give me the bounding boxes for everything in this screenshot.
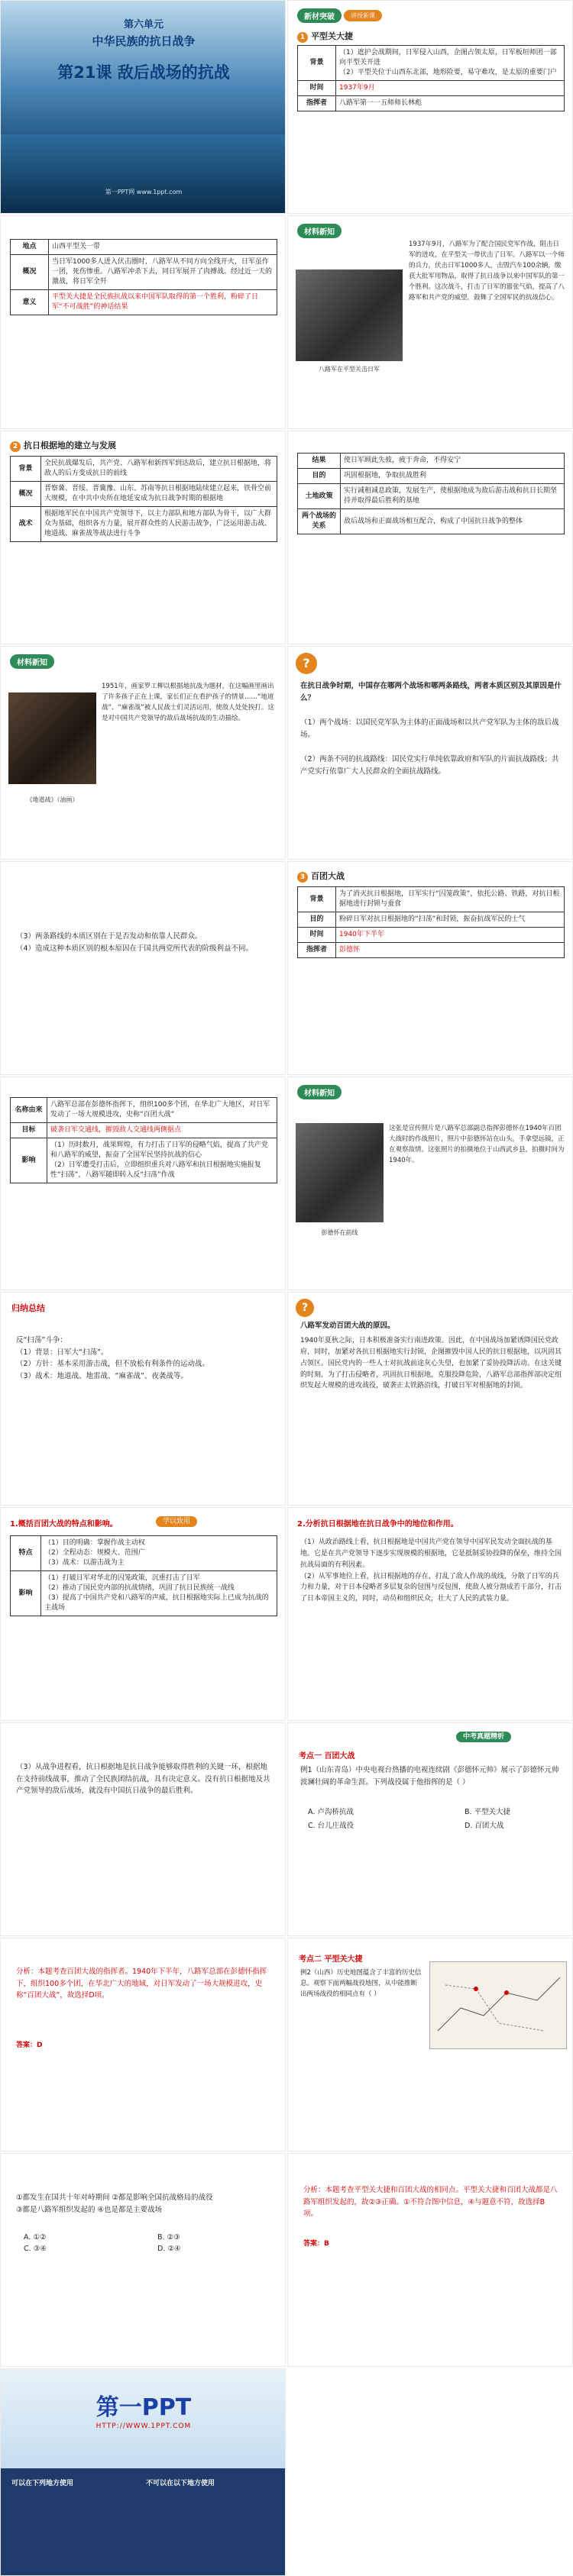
row-head: 概况: [11, 482, 41, 507]
row-value: 为了消灭抗日根据地，日军实行“囚笼政策”，依托公路、铁路，对抗日根据地进行封锁与蚕食: [336, 887, 565, 912]
row-head: 目的: [298, 912, 336, 928]
badge-label: 材料新知: [297, 1085, 342, 1099]
row-head: 名称由来: [11, 1098, 47, 1123]
material-text: 1951年，画家罗工柳以根据地抗战为题材，在这幅画里画出了许多孩子正在上课，家长们正在看护孩子的情景……“地道战”、“麻雀战”被人民战士们灵活运用，使敌人处处挨打。这是对中国共产党领导的敌后战场抗战的生动描绘。: [102, 683, 274, 723]
summary-title: 归纳总结: [11, 1303, 45, 1313]
row-head: 时间: [298, 81, 336, 96]
row-value: 平型关大捷是全民族抗战以来中国军队取得的第一个胜利，粉碎了日军“不可战胜”的神话结果: [49, 290, 277, 315]
unit-label: 第六单元: [123, 19, 163, 31]
not-allowed-title: 不可以在以下地方使用: [146, 2480, 215, 2487]
cover-slide: [0, 0, 286, 214]
battle-photo: [296, 270, 403, 361]
row-value: 根据地军民在中国共产党领导下，以主力部队和地方部队为骨干，以广大群众为基础，组织各方力量，展开群众性的人民游击战争，广泛运用游击战、地道战、麻雀战等战法进行斗争: [41, 507, 277, 542]
photo-caption: 《地道战》（油画）: [26, 796, 79, 803]
statement-line: ①都发生在国共十年对峙期间 ②都是影响全国抗战格局的战役: [16, 2193, 213, 2202]
row-head: 影响: [11, 1138, 47, 1183]
row-value: （1）打破日军对华北的囚笼政策，沉重打击了日军 （2）推动了国民党内部的抗战情绪，巩固了抗日民族统一战线 （3）提高了中国共产党和八路军的声威，抗日根据地实际上已成为抗战的主战场: [41, 1571, 277, 1616]
row-value: 使日军顾此失彼，疲于奔命，不得安宁: [341, 454, 565, 469]
row-head: 背景: [298, 887, 336, 912]
info-table: [10, 456, 277, 542]
slide-base-areas: [0, 431, 286, 644]
material-text: 1937年9月，八路军为了配合国民党军作战，阻击日军的进攻，在平型关一带伏击了日军。八路军以一个师的兵力，伏击日军1000多人，击毁汽车100余辆，缴获大批军用物品，取得了抗日战争以来中国军队的第一个胜利。这次战斗，打击了日军的嚣张气焰，提高了八路军和共产党的威望，鼓舞了全国军民的抗战信心。: [409, 240, 565, 302]
item-title-text: 抗日根据地的建立与发展: [24, 441, 116, 450]
option-a[interactable]: A. 卢沟桥抗战: [308, 1808, 354, 1816]
row-value: 山西平型关一带: [49, 240, 277, 255]
summary-line: 反“扫荡”斗争：: [16, 1336, 67, 1344]
option-d[interactable]: D. ②④: [157, 2245, 181, 2253]
answer-text: 1940年夏秋之际，日本积极准备实行南进政策。因此，在中国战场加紧诱降国民党政府，同时，加紧对各抗日根据地实行封锁，企图摧毁中国人民的抗日根据地，以巩固其占领区。国民党内的一些人士对抗战前途灰心失望，也加紧了妥协投降活动。在这关键的时刻，为了打击侵略者，巩固抗日根据地，克服投降危险，八路军总部指挥部决定组织发起大规模的进攻战役，破袭正太铁路沿线，打破日军对根据地的封锁。: [300, 1337, 562, 1390]
badge-label: 中考真题精析: [456, 1732, 511, 1742]
row-head: 意义: [11, 290, 49, 315]
answer-label: 答案：B: [303, 2240, 329, 2248]
slide-exam-1: [287, 1722, 573, 1936]
slide-hundred-regiments-2: [0, 1077, 286, 1290]
row-value: 1937年9月: [336, 81, 565, 96]
options: [300, 1803, 564, 1830]
allowed-title: 可以在下列地方使用: [11, 2480, 74, 2487]
row-head: 背景: [298, 46, 336, 81]
answer-label: 答案：D: [16, 2042, 43, 2049]
map-point: [474, 1987, 478, 1991]
slide-pingxingguan-background: [287, 0, 573, 214]
row-value: [336, 46, 565, 81]
info-table: [10, 1535, 277, 1616]
oil-painting: [8, 692, 96, 784]
option-c[interactable]: C. ③④: [24, 2245, 47, 2253]
item-title: 3 百团大战: [297, 870, 345, 883]
map-drawing: [430, 1962, 568, 2050]
practice-heading: 1.概括百团大战的特点和影响。: [10, 1520, 118, 1528]
slide-material-2: [0, 646, 286, 860]
option-b[interactable]: B. ②③: [157, 2233, 180, 2242]
option-b[interactable]: B. 平型关大捷: [465, 1808, 511, 1816]
row-head: 指挥者: [298, 96, 336, 111]
row-head: 概况: [11, 255, 49, 290]
row-value: 粉碎日军对抗日根据地的“扫荡”和封锁，振奋抗战军民的士气: [336, 912, 565, 928]
slide-base-areas-2: [287, 431, 573, 644]
item-title-text: 百团大战: [311, 871, 345, 881]
slide-pingxingguan-details: [0, 215, 286, 429]
slide-question-causes: [287, 1292, 573, 1506]
photo-caption: 彭德怀在前线: [321, 1229, 358, 1236]
slide-brand: [0, 2368, 286, 2576]
statement-list: [16, 2192, 272, 2216]
question-icon: ?: [296, 1299, 314, 1317]
unit-title: 中华民族的抗日战争: [92, 34, 196, 48]
item-title: 2 抗日根据地的建立与发展: [10, 439, 116, 452]
row-head: 目的: [298, 469, 341, 484]
info-table: [10, 239, 277, 315]
photo-caption: 八路军在平型关击日军: [319, 366, 380, 373]
summary-line: （3）战术：地道战、地雷战、“麻雀战”、夜袭战等。: [16, 1372, 188, 1381]
slide-material-1: [287, 215, 573, 429]
row-head: 影响: [11, 1571, 41, 1616]
row-value: （1）目的明确：掌握作战主动权 （2）全程动态：规模大、范围广 （3）战术：以游击战为主: [41, 1536, 277, 1571]
row-value: 彭德怀: [336, 943, 565, 958]
badge-label: 材料新知: [10, 654, 54, 669]
row-head: 战术: [11, 507, 41, 542]
badge-sub: 讲授新课: [344, 10, 382, 21]
answer-1: （1）两个战场：以国民党军队为主体的正面战场和以共产党军队为主体的敌后战场。: [300, 718, 559, 739]
row-value: 巩固根据地，争取抗战胜利: [341, 469, 565, 484]
row-value: 1940年下半年: [336, 928, 565, 943]
answer-text: （3）从战争进程看，抗日根据地是抗日战争能够取得胜利的关键一环，根据地在支持前线战事，推动了全民族团结抗战，具有决定意义。没有抗日根据地及共产党领导的敌后战场，就没有中国抗日战争的最后胜利。: [16, 1763, 270, 1796]
question-text: 在抗日战争时期，中国存在哪两个战场和哪两条路线，两者本质区别及其原因是什么？: [300, 682, 562, 702]
row-head: 背景: [11, 457, 41, 482]
item-title-text: 平型关大捷: [311, 31, 353, 41]
section-badge: [10, 654, 54, 669]
kp-title: 考点二 平型关大捷: [299, 1955, 363, 1964]
summary-line: （2）方针：基本采用游击战，但不放松有利条件的运动战。: [16, 1360, 210, 1369]
item-title: 1 平型关大捷: [297, 30, 353, 43]
statement-line: ③都是八路军组织发起的 ④也是都是主要战场: [16, 2205, 163, 2214]
peng-dehuai-photo: [296, 1123, 384, 1222]
option-d[interactable]: D. 百团大战: [465, 1822, 504, 1830]
map-image: [429, 1961, 567, 2049]
row-head: 目标: [11, 1123, 47, 1138]
brand-logo: 第一PPT: [96, 2394, 192, 2421]
slide-practice-1: [0, 1507, 286, 1721]
kp-title: 考点一 百团大战: [299, 1752, 355, 1761]
slide-answer-cont: [0, 861, 286, 1075]
brand-url[interactable]: HTTP://WWW.1PPT.COM: [96, 2423, 192, 2430]
example-text: 例2（山西）历史地图蕴含了丰富的历史信息。观察下面两幅战役地图，从中能推断出两场战役的相同点有（ ）: [300, 1969, 422, 1999]
row-value: 当日军1000多人进入伏击圈时，八路军从不同方向全线开火，日军虽作一团，死伤惨重。八路军冲杀下去，同日军展开了肉搏战。经过近一天的激战，将日军全歼: [49, 255, 277, 290]
row-value: 实行减租减息政策，发展生产，使根据地成为敌后游击战和抗日长期坚持并取得最后胜利的基地: [341, 484, 565, 509]
slide-summary: [0, 1292, 286, 1506]
slide-exam-options: [0, 2153, 286, 2367]
option-c[interactable]: C. 台儿庄战役: [308, 1822, 354, 1830]
watermark: 第一PPT网 www.1ppt.com: [105, 189, 183, 195]
map-boundary: [438, 1977, 560, 2031]
slide-analysis-1: [0, 1938, 286, 2152]
info-table: [297, 453, 565, 534]
info-table: [297, 45, 565, 111]
row-value: 破袭日军交通线，摧毁敌人交通线两侧据点: [47, 1123, 277, 1138]
material-text: 这张是宣传照片是八路军总部副总指挥彭德怀在1940年百团大战时的作战照片，照片中彭德怀站在山头，手拿望远镜，正在观察敌情。这张照片的拍摄地位于山西武乡县，拍摄时间为1940年。: [389, 1125, 565, 1165]
badge-label: 材料新知: [297, 224, 342, 238]
analysis-text: 分析：本题考查百团大战的指挥者。1940年下半年，八路军总部在彭德怀指挥下，组织100多个团，在华北广大的地域，对日军发动了一场大规模进攻，史称“百团大战”，故选择D项。: [16, 1968, 267, 2000]
info-table: [297, 886, 565, 958]
info-table: [10, 1097, 277, 1183]
row-value: 全民抗战爆发后，共产党、八路军和新四军到达敌后，建立抗日根据地，将敌人的后方变成抗日的前线: [41, 457, 277, 482]
row-head: 两个战场的关系: [298, 509, 341, 534]
example-text: 例1（山东青岛）中央电视台热播的电视连续剧《彭德怀元帅》展示了彭德怀元帅波澜壮阔的革命生涯。下列战役属于他指挥的是（ ）: [300, 1766, 559, 1787]
analysis-text: 分析：本题考查平型关大捷和百团大战的相同点。平型关大捷和百团大战都是八路军组织发起的，故②③正确。①不符合图中信息，④与题意不符，故选择B项。: [303, 2186, 558, 2219]
row-value: 八路军第一一五师师长林彪: [336, 96, 565, 111]
slide-hundred-regiments: [287, 861, 573, 1075]
summary-line: （1）背景：日军大“扫荡”。: [16, 1348, 108, 1357]
answer-2: （2）两条不同的抗战路线：国民党实行单纯依靠政府和军队的片面抗战路线；共产党实行依靠广大人民群众的全面抗战路线。: [300, 755, 559, 776]
footer-panel: [1, 2468, 286, 2576]
row-value: （1）历时数月，战果辉煌，有力打击了日军的侵略气焰，提高了共产党和八路军的威望，振奋了全国军民坚持抗战的信心 （2）日军遭受打击后，立即组织重兵对八路军和抗日根据地实施报复性“扫荡”，八路军随即转入反“扫荡”作战: [47, 1138, 277, 1183]
practice-heading: 2.分析抗日根据地在抗日战争中的地位和作用。: [297, 1520, 458, 1528]
badge-label: 新材突破: [297, 8, 342, 23]
sea-image: [1, 134, 286, 214]
section-badge: [154, 1516, 197, 1525]
option-a[interactable]: A. ①②: [24, 2233, 47, 2242]
answer-text: （3）两条路线的本质区别在于是否发动和依靠人民群众。 （4）造成这种本质区别的根本原因在于国共两党所代表的阶级利益不同。: [16, 932, 254, 953]
question-text: 八路军发动百团大战的原因。: [300, 1322, 395, 1330]
row-head: 结果: [298, 454, 341, 469]
row-value: 晋察冀、晋绥、晋冀豫、山东、苏南等抗日根据地陆续建立起来，铁骨空前大规模，在中共中央所在地延安成为抗日战争时期的根据地: [41, 482, 277, 507]
slide-question-two-fronts: [287, 646, 573, 860]
map-point: [504, 1990, 509, 1995]
row-head: 土地政策: [298, 484, 341, 509]
lesson-title: 第21课 敌后战场的抗战: [57, 63, 230, 82]
row-head: 特点: [11, 1536, 41, 1571]
section-badge: [297, 224, 342, 238]
row-head: 指挥者: [298, 943, 336, 958]
options: [16, 2230, 272, 2253]
slide-analysis-2: [287, 2153, 573, 2367]
answer-text: （1）从政治路线上看，抗日根据地是中国共产党在领导中国军民发动全面抗战的基地。它是在共产党领导下逐步实现规模的根据地，它是抵制妥协投降的保垒，维持全国抗战局面的有利因素。 （2）从军事地位上看，抗日根据地的存在，打乱了敌人作战的战线，分散了日军的兵力和力量，对于日本侵略者多层复杂的包围与反包围，使敌人被分割成若干部分，打击了日本帝国主义的，同时，动员和组织民众，壮大了人民的武装力量。: [300, 1538, 562, 1603]
badge-label: 学以致用: [156, 1516, 197, 1527]
line: （1）遮护会战期间，日军侵入山西，企图占领太原，日军板垣师团一部向平型关开进: [339, 49, 557, 67]
slide-exam-2: [287, 1938, 573, 2152]
section-badge: [456, 1731, 511, 1741]
row-value: 八路军总部在彭德怀指挥下，组织100多个团，在华北广大地区，对日军发动了一场大规模进攻，史称“百团大战”: [47, 1098, 277, 1123]
row-head: 时间: [298, 928, 336, 943]
row-head: 地点: [11, 240, 49, 255]
row-value: 敌后战场和正面战场相互配合，构成了中国抗日战争的整体: [341, 509, 565, 534]
slide-practice-3: [0, 1722, 286, 1936]
section-badge: [297, 8, 382, 23]
slide-material-3: [287, 1077, 573, 1290]
section-badge: [297, 1085, 342, 1099]
question-icon: ?: [296, 653, 317, 674]
slide-practice-2: [287, 1507, 573, 1721]
summary-list: [16, 1335, 272, 1383]
line: （2）平型关位于山西东北部，地形险要，易守难攻，是太原的重要门户: [339, 69, 557, 77]
